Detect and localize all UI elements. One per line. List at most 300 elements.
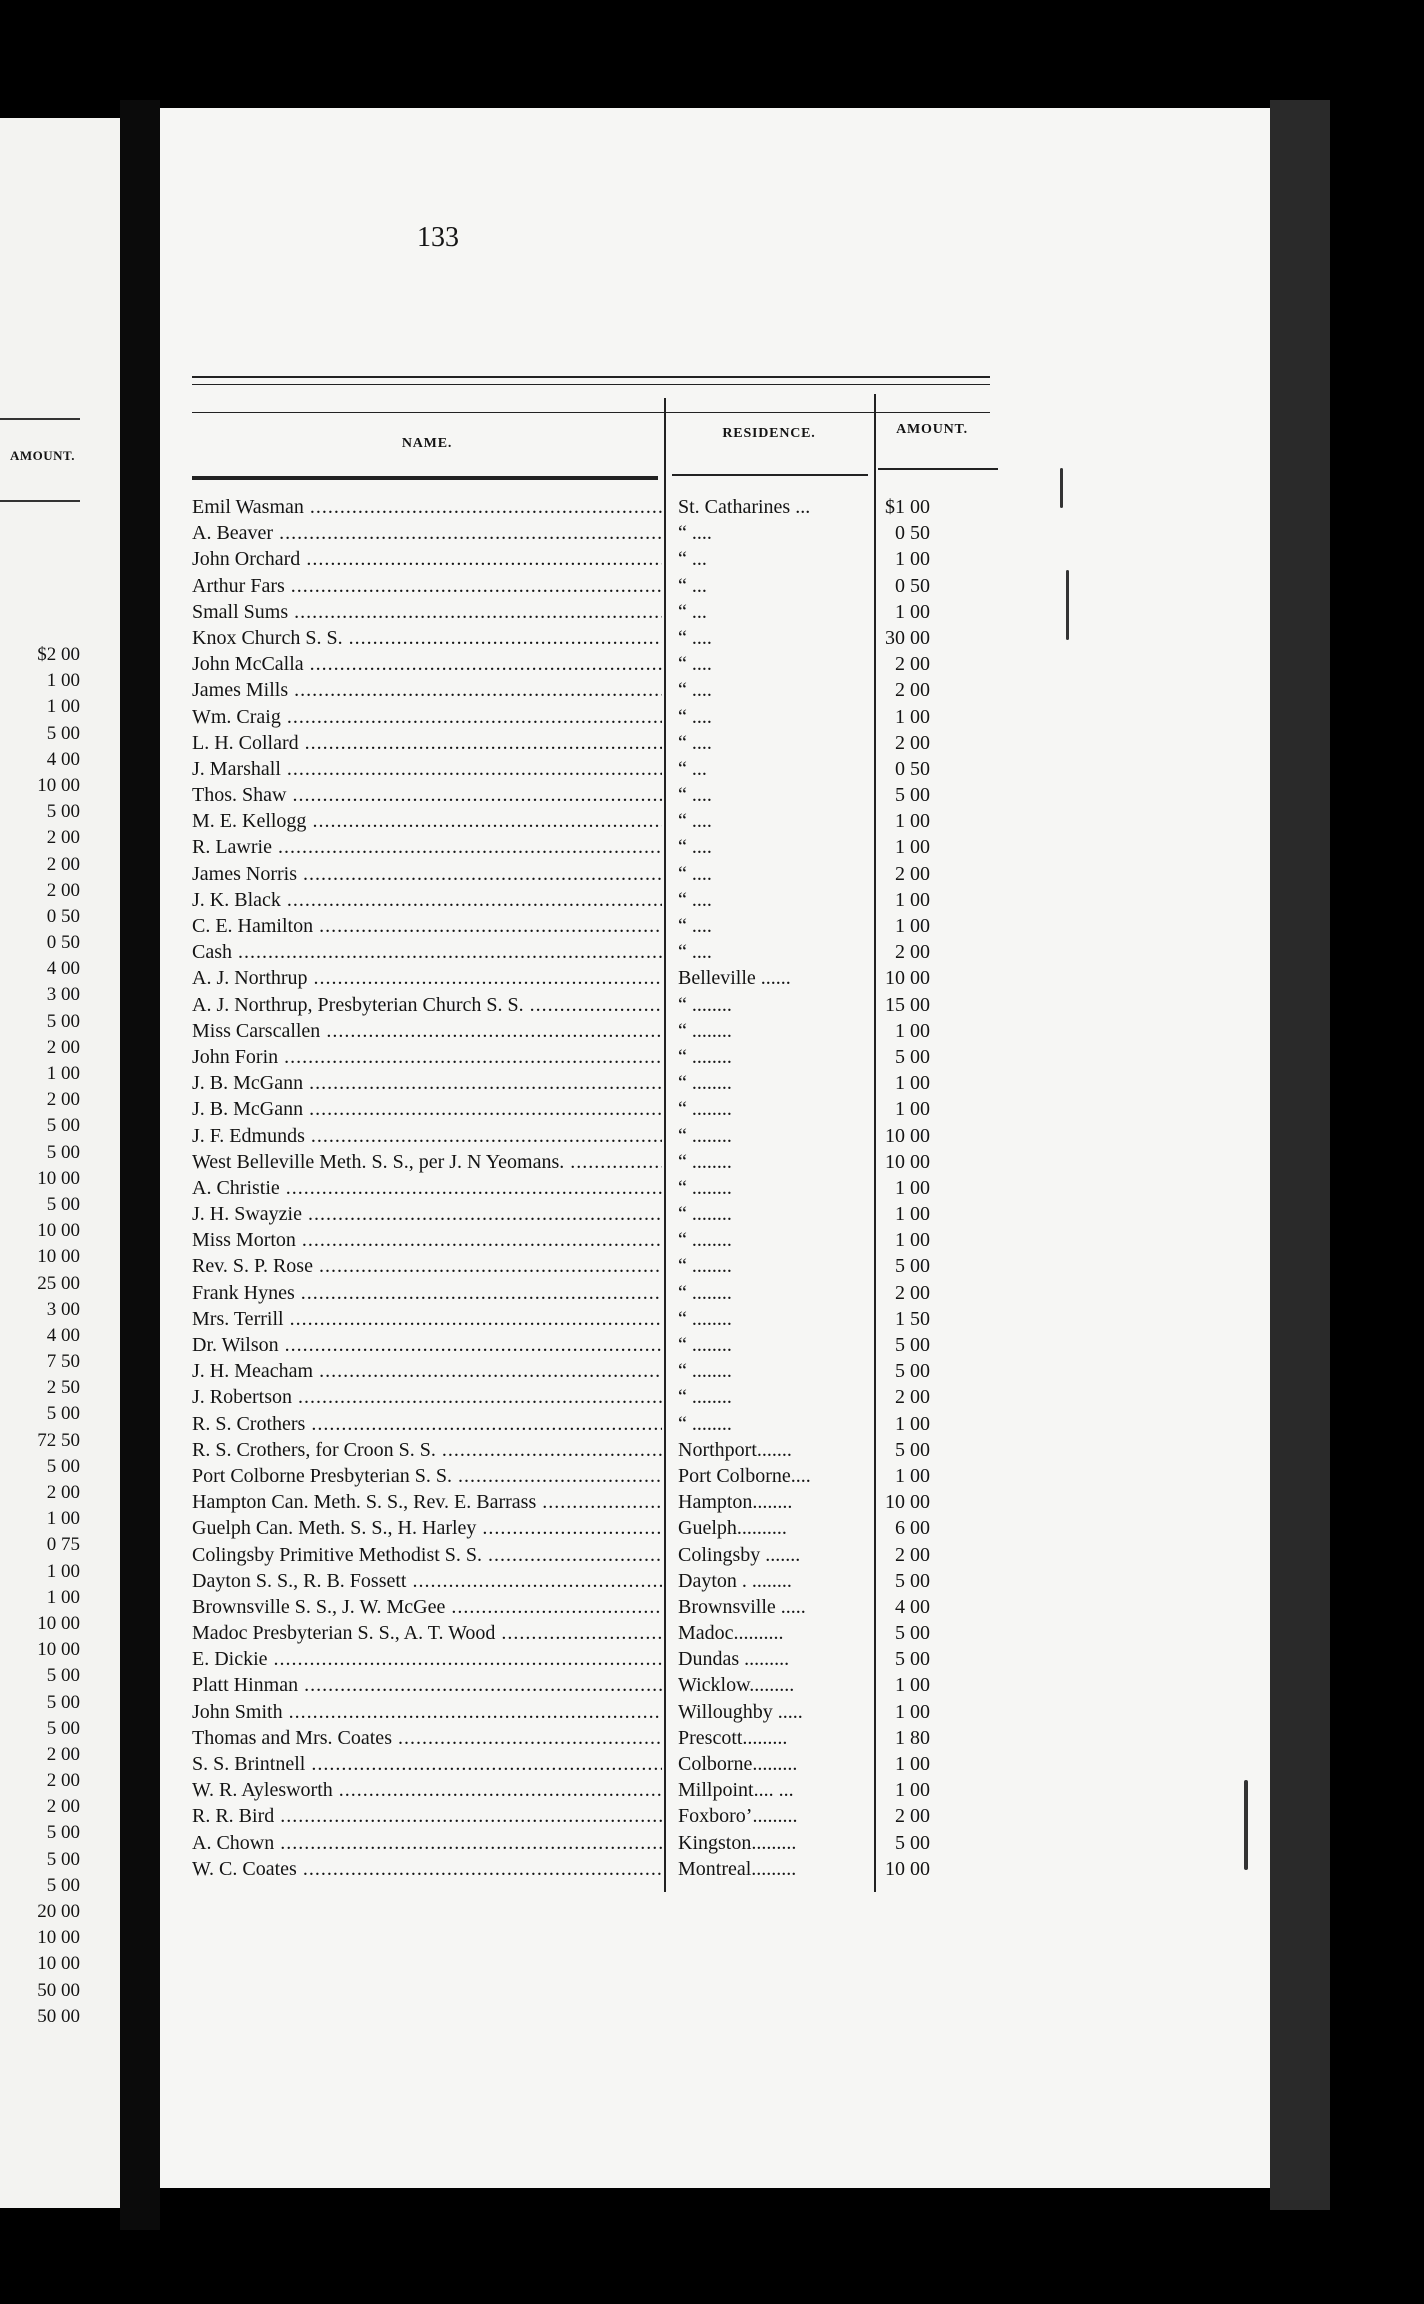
left-page-amount: 5 00 (46, 1665, 80, 1687)
amount-header-rule (878, 468, 998, 470)
donor-name-text: J. B. McGann ..... (192, 1098, 662, 1120)
table-row (190, 625, 1010, 651)
amount: 1 00 (895, 836, 930, 859)
residence: St. Catharines ... (678, 496, 811, 518)
amount: 2 00 (895, 1543, 930, 1566)
residence: “ ........ (678, 1229, 732, 1252)
residence: Guelph.......... (678, 1517, 787, 1540)
donor-name-text: John Forin ..... (192, 1046, 662, 1068)
left-page-amount: 10 00 (37, 1246, 80, 1268)
left-page-amount: 10 00 (37, 1927, 80, 1949)
donor-name-text: A. Christie ..... (192, 1177, 662, 1199)
table-row (190, 1751, 1010, 1777)
donor-name-text: A. Beaver ..... (192, 522, 662, 544)
donor-name-text: Rev. S. P. Rose ..... (192, 1255, 662, 1277)
table-row (190, 1489, 1010, 1515)
book-gutter (120, 100, 160, 2230)
left-page-amount: 0 50 (46, 905, 80, 927)
amount: 4 00 (895, 1595, 930, 1618)
amount: 5 00 (895, 1648, 930, 1671)
left-page-amount: 5 00 (46, 1848, 80, 1870)
residence: “ ... (678, 574, 707, 597)
table-row (190, 1175, 1010, 1201)
donor-name-text: C. E. Hamilton ..... (192, 915, 662, 937)
table-row (190, 1594, 1010, 1620)
donor-name-text: Hampton Can. Meth. S. S., Rev. E. Barrass ..... (192, 1491, 662, 1513)
donor-name (192, 1411, 662, 1437)
residence: “ .... (678, 862, 712, 885)
residence: “ ........ (678, 1334, 732, 1356)
left-page-amount: $2 00 (37, 644, 80, 665)
table-row (190, 1306, 1010, 1332)
residence: Colingsby ....... (678, 1543, 801, 1566)
amount: 1 00 (895, 1700, 930, 1723)
donor-name-text: Mrs. Terrill ..... (192, 1308, 662, 1330)
left-page-amount: 20 00 (37, 1901, 80, 1922)
left-page-amount: 10 00 (37, 774, 80, 796)
donor-name-text: Thos. Shaw ..... (192, 784, 662, 806)
amount: 1 00 (895, 1464, 930, 1487)
left-page-amount: 10 00 (37, 1953, 80, 1975)
amount: 1 00 (895, 915, 930, 937)
table-row (190, 1411, 1010, 1437)
left-page (0, 118, 120, 2208)
amount: 10 00 (885, 967, 930, 990)
residence: Brownsville ..... (678, 1595, 806, 1618)
donor-name-text: J. H. Meacham ..... (192, 1360, 662, 1382)
amount: 2 00 (895, 653, 930, 676)
donor-name (192, 1332, 662, 1358)
left-page-amount: 1 00 (46, 696, 80, 718)
residence: “ ........ (678, 1045, 732, 1068)
residence-header-rule (672, 474, 868, 476)
amount: 2 00 (895, 1386, 930, 1409)
table-row (190, 1542, 1010, 1568)
header-top-rule (192, 412, 990, 413)
name-header-rule (192, 476, 658, 480)
donor-name (192, 1594, 662, 1620)
amount: 10 00 (885, 1124, 930, 1147)
donor-name (192, 1018, 662, 1044)
amount: 30 00 (885, 626, 930, 649)
donor-name-text: W. C. Coates ..... (192, 1858, 662, 1880)
residence: “ ........ (678, 1360, 732, 1383)
table-row (190, 1332, 1010, 1358)
table-row (190, 1018, 1010, 1044)
left-page-amount: 5 00 (46, 722, 80, 744)
donor-name-text: J. K. Black ..... (192, 889, 662, 911)
donor-name (192, 1253, 662, 1279)
donor-name (192, 1280, 662, 1306)
amount: 5 00 (895, 1622, 930, 1645)
table-row (190, 1515, 1010, 1541)
left-page-amount: 5 00 (46, 1874, 80, 1896)
amount: 2 00 (895, 731, 930, 754)
margin-mark (1244, 1780, 1248, 1870)
table-row (190, 494, 1010, 520)
name-column-header: NAME. (401, 436, 453, 451)
amount: 5 00 (895, 1045, 930, 1068)
left-page-amount: 2 00 (46, 1482, 80, 1503)
table-row (190, 861, 1010, 887)
left-page-amount: 2 00 (46, 827, 80, 849)
donor-name-text: Emil Wasman ..... (192, 496, 662, 518)
residence: Willoughby ..... (678, 1700, 803, 1723)
donor-name-text: L. H. Collard ..... (192, 732, 662, 754)
table-row (190, 1201, 1010, 1227)
left-page-amount: 4 00 (46, 748, 80, 770)
table-row (190, 1856, 1010, 1882)
donor-name-text: J. F. Edmunds ..... (192, 1125, 662, 1147)
donor-name-text: West Belleville Meth. S. S., per J. N Yeomans. ..... (192, 1151, 662, 1173)
top-rule (192, 376, 990, 378)
residence: “ ........ (678, 1386, 732, 1409)
table-row (190, 756, 1010, 782)
table-row (190, 1568, 1010, 1594)
table-row (190, 1123, 1010, 1149)
margin-mark (1060, 468, 1063, 508)
table-row (190, 651, 1010, 677)
donor-name (192, 651, 662, 677)
table-row (190, 1253, 1010, 1279)
donor-name (192, 939, 662, 965)
donor-name-text: J. Marshall ..... (192, 758, 662, 780)
table-row (190, 1830, 1010, 1856)
left-page-amount: 1 00 (46, 1586, 80, 1608)
residence: “ .... (678, 810, 712, 833)
residence: “ ........ (678, 1019, 732, 1042)
residence-column-header: RESIDENCE. (722, 426, 816, 441)
donor-name-text: Platt Hinman ..... (192, 1674, 662, 1696)
donor-name (192, 494, 662, 520)
donor-name (192, 1489, 662, 1515)
donor-name-text: Miss Carscallen ..... (192, 1020, 662, 1042)
page-number: 133 (417, 222, 459, 253)
donor-name (192, 704, 662, 730)
donor-name (192, 1149, 662, 1175)
residence: “ ........ (678, 1176, 732, 1199)
donor-name-text: James Mills ..... (192, 679, 662, 701)
donor-name (192, 1358, 662, 1384)
table-row (190, 1777, 1010, 1803)
table-row (190, 1699, 1010, 1725)
residence: Northport....... (678, 1438, 792, 1461)
table-row (190, 546, 1010, 572)
donor-name (192, 1830, 662, 1856)
table-row (190, 1725, 1010, 1751)
donor-name-text: R. Lawrie ..... (192, 836, 662, 858)
residence: Madoc.......... (678, 1622, 784, 1645)
table-row (190, 573, 1010, 599)
left-page-amount: 4 00 (46, 1324, 80, 1346)
residence: “ .... (678, 705, 712, 728)
residence: “ .... (678, 784, 712, 807)
residence: Wicklow......... (678, 1674, 795, 1697)
donor-name (192, 1672, 662, 1698)
table-row (190, 834, 1010, 860)
table-row (190, 704, 1010, 730)
amount: 0 50 (895, 574, 930, 597)
table-row (190, 730, 1010, 756)
amount: 1 00 (895, 1098, 930, 1121)
amount: 2 00 (895, 862, 930, 885)
donor-name (192, 1699, 662, 1725)
amount: 1 00 (895, 1779, 930, 1802)
left-page-amount: 2 00 (46, 1796, 80, 1818)
amount: 10 00 (885, 1491, 930, 1514)
donor-name-text: A. Chown ..... (192, 1832, 662, 1854)
left-page-top-rule (0, 418, 80, 420)
amount: 10 00 (885, 1150, 930, 1173)
margin-mark (1066, 570, 1069, 640)
donor-name-text: E. Dickie ..... (192, 1648, 662, 1670)
table-row (190, 1437, 1010, 1463)
left-page-amount: 1 00 (46, 1508, 80, 1530)
left-page-amount: 0 75 (46, 1534, 80, 1556)
table-row (190, 1070, 1010, 1096)
donor-name (192, 1515, 662, 1541)
donor-name (192, 1384, 662, 1410)
donor-name-text: Wm. Craig ..... (192, 706, 662, 728)
amount: 1 00 (895, 810, 930, 833)
donor-name-text: Small Sums ..... (192, 601, 662, 623)
amount: 2 00 (895, 1281, 930, 1304)
donor-name-text: Dr. Wilson ..... (192, 1334, 662, 1356)
residence: Montreal......... (678, 1857, 797, 1880)
table-row (190, 1672, 1010, 1698)
table-row (190, 887, 1010, 913)
table-row (190, 1358, 1010, 1384)
donor-name-text: Guelph Can. Meth. S. S., H. Harley ..... (192, 1517, 662, 1539)
amount: 15 00 (885, 993, 930, 1016)
residence: “ ... (678, 600, 707, 623)
amount: 5 00 (895, 1255, 930, 1278)
left-page-amount: 2 00 (46, 853, 80, 875)
donor-name (192, 1856, 662, 1882)
donor-name (192, 546, 662, 572)
table-row (190, 913, 1010, 939)
residence: Dundas ......... (678, 1648, 790, 1671)
table-row (190, 677, 1010, 703)
left-page-amount: 2 00 (46, 1743, 80, 1765)
donor-name (192, 756, 662, 782)
donor-name (192, 1751, 662, 1777)
left-page-amount: 5 00 (46, 1822, 80, 1844)
amount: 1 00 (895, 1753, 930, 1775)
left-page-amount: 10 00 (37, 1612, 80, 1634)
amount: 2 00 (895, 941, 930, 964)
donor-name (192, 1096, 662, 1122)
donor-name (192, 1306, 662, 1332)
donor-name-text: S. S. Brintnell ..... (192, 1753, 662, 1775)
left-page-amount: 1 00 (46, 1560, 80, 1582)
table-row (190, 965, 1010, 991)
donor-name-text: Miss Morton ..... (192, 1229, 662, 1251)
amount: 1 00 (895, 1072, 930, 1095)
donor-name (192, 913, 662, 939)
donor-name (192, 965, 662, 991)
donor-name (192, 1227, 662, 1253)
donor-name-text: J. H. Swayzie ..... (192, 1203, 662, 1225)
amount: 1 80 (895, 1726, 930, 1749)
table-row (190, 1280, 1010, 1306)
left-page-amount: 10 00 (37, 1167, 80, 1189)
table-row (190, 1096, 1010, 1122)
table-row (190, 939, 1010, 965)
amount: 5 00 (895, 1438, 930, 1461)
amount: 5 00 (895, 784, 930, 807)
amount: $1 00 (885, 496, 930, 518)
donor-name (192, 1646, 662, 1672)
donor-name-text: Arthur Fars ..... (192, 575, 662, 597)
amount: 2 00 (895, 679, 930, 702)
residence: “ ........ (678, 1255, 732, 1278)
amount-column-header: AMOUNT. (896, 422, 968, 437)
donor-name-text: Port Colborne Presbyterian S. S. ..... (192, 1465, 662, 1487)
donor-name-text: J. B. McGann ..... (192, 1072, 662, 1094)
left-page-amount: 25 00 (37, 1272, 80, 1294)
table-row (190, 1463, 1010, 1489)
donor-name (192, 808, 662, 834)
residence: “ .... (678, 888, 712, 911)
donor-name (192, 992, 662, 1018)
residence: “ .... (678, 626, 712, 649)
residence: “ ........ (678, 1150, 732, 1173)
subscription-table (190, 494, 1010, 1882)
amount: 1 00 (895, 1176, 930, 1199)
left-page-amount: 5 00 (46, 1403, 80, 1425)
donor-name-text: John McCalla ..... (192, 653, 662, 675)
left-page-amount: 5 00 (46, 1193, 80, 1215)
residence: Prescott......... (678, 1726, 788, 1749)
amount: 1 00 (895, 1203, 930, 1226)
left-page-amount: 3 00 (46, 984, 80, 1006)
donor-name-text: Thomas and Mrs. Coates ..... (192, 1727, 662, 1749)
amount: 5 00 (895, 1831, 930, 1854)
table-row (190, 808, 1010, 834)
left-page-amount: 2 00 (46, 1089, 80, 1111)
residence: Dayton . ........ (678, 1569, 792, 1592)
table-row (190, 1149, 1010, 1175)
amount: 1 00 (895, 600, 930, 623)
amount: 10 00 (885, 1857, 930, 1880)
amount: 5 00 (895, 1360, 930, 1383)
left-page-amount: 1 00 (46, 1063, 80, 1084)
amount: 1 00 (895, 1229, 930, 1252)
table-row (190, 992, 1010, 1018)
left-page-amount: 2 00 (46, 1036, 80, 1058)
residence: Millpoint.... ... (678, 1779, 794, 1802)
left-page-amount: 7 50 (46, 1351, 80, 1373)
donor-name-text: J. Robertson ..... (192, 1386, 662, 1408)
donor-name-text: A. J. Northrup ..... (192, 967, 662, 989)
residence: Colborne......... (678, 1753, 798, 1775)
table-row (190, 1646, 1010, 1672)
table-row (190, 1044, 1010, 1070)
donor-name-text: M. E. Kellogg ..... (192, 810, 662, 832)
donor-name (192, 1725, 662, 1751)
residence: “ ........ (678, 993, 732, 1016)
left-page-amount-header: AMOUNT. (10, 448, 76, 463)
donor-name (192, 520, 662, 546)
left-page-amount: 50 00 (37, 1979, 80, 2001)
residence: Kingston......... (678, 1831, 797, 1854)
left-page-amount: 5 00 (46, 1141, 80, 1163)
donor-name-text: Dayton S. S., R. B. Fossett ..... (192, 1570, 662, 1592)
donor-name (192, 834, 662, 860)
amount: 1 50 (895, 1307, 930, 1330)
residence: “ .... (678, 836, 712, 859)
amount: 1 00 (895, 1674, 930, 1697)
page-edge (1270, 100, 1330, 2210)
donor-name-text: Cash ..... (192, 941, 662, 963)
donor-name (192, 1201, 662, 1227)
donor-name (192, 677, 662, 703)
residence: “ ........ (678, 1307, 732, 1330)
table-row (190, 599, 1010, 625)
left-page-amount: 5 00 (46, 1717, 80, 1739)
residence: “ ........ (678, 1281, 732, 1304)
donor-name-text: R. S. Crothers ..... (192, 1413, 662, 1435)
amount: 1 00 (895, 705, 930, 728)
amount: 2 00 (895, 1805, 930, 1828)
left-page-amount: 3 00 (46, 1298, 80, 1320)
donor-name-text: James Norris ..... (192, 863, 662, 885)
donor-name-text: Brownsville S. S., J. W. McGee ..... (192, 1596, 662, 1618)
donor-name (192, 1542, 662, 1568)
amount: 0 50 (895, 757, 930, 780)
donor-name-text: Knox Church S. S. ..... (192, 627, 662, 649)
amount: 0 50 (895, 522, 930, 545)
residence: “ .... (678, 679, 712, 702)
donor-name (192, 573, 662, 599)
left-page-header-rule (0, 500, 80, 502)
donor-name-text: W. R. Aylesworth ..... (192, 1779, 662, 1801)
table-row (190, 1803, 1010, 1829)
donor-name (192, 782, 662, 808)
table-row (190, 1227, 1010, 1253)
residence: “ ........ (678, 1124, 732, 1147)
left-page-amount: 4 00 (46, 958, 80, 980)
donor-name (192, 861, 662, 887)
donor-name (192, 1463, 662, 1489)
residence: Hampton........ (678, 1491, 793, 1514)
amount: 1 00 (895, 1019, 930, 1042)
donor-name (192, 1437, 662, 1463)
left-page-amount: 0 50 (46, 932, 80, 954)
donor-name (192, 1123, 662, 1149)
left-page-amount: 2 50 (46, 1377, 80, 1399)
table-row (190, 520, 1010, 546)
left-page-amount: 2 00 (46, 879, 80, 901)
donor-name (192, 625, 662, 651)
donor-name (192, 1777, 662, 1803)
amount: 1 00 (895, 1412, 930, 1435)
residence: “ .... (678, 522, 712, 545)
residence: Belleville ...... (678, 967, 791, 990)
residence: “ .... (678, 915, 712, 937)
left-page-amount: 1 00 (46, 670, 80, 692)
left-page-amount: 50 00 (37, 2005, 80, 2027)
residence: “ .... (678, 653, 712, 676)
residence: Port Colborne.... (678, 1464, 811, 1487)
donor-name (192, 1175, 662, 1201)
amount: 1 00 (895, 888, 930, 911)
left-page-amount: 10 00 (37, 1639, 80, 1661)
left-page-amount: 72 50 (37, 1429, 80, 1451)
amount: 6 00 (895, 1517, 930, 1540)
amount: 5 00 (895, 1334, 930, 1356)
